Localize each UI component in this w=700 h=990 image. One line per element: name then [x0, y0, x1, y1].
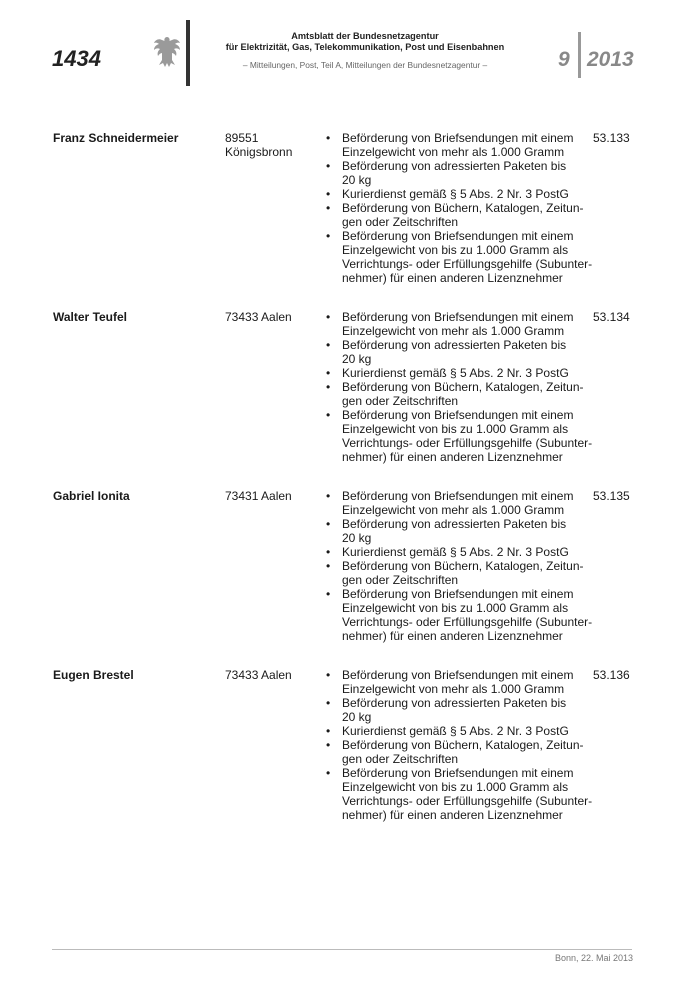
service-line: 20 kg [342, 710, 372, 724]
service-item [326, 489, 597, 517]
service-line: Einzelgewicht von bis zu 1.000 Gramm als [342, 780, 569, 794]
service-line: Beförderung von Briefsendungen mit einem [342, 489, 574, 503]
licensee-location [225, 131, 315, 159]
service-line: Beförderung von adressierten Paketen bis [342, 517, 567, 531]
service-list [0, 307, 597, 464]
service-item [326, 724, 597, 738]
service-item [326, 545, 597, 559]
service-line: Beförderung von Büchern, Katalogen, Zeitun- [342, 380, 584, 394]
service-line: Einzelgewicht von bis zu 1.000 Gramm als [342, 243, 569, 257]
bullet-icon: • [326, 668, 331, 682]
service-list [0, 486, 597, 643]
service-item [326, 587, 597, 643]
bullet-icon: • [326, 517, 331, 531]
service-line: Verrichtungs- oder Erfüllungsgehilfe (Subunter- [342, 257, 593, 271]
service-line: gen oder Zeitschriften [342, 394, 459, 408]
service-line: Kurierdienst gemäß § 5 Abs. 2 Nr. 3 PostG [342, 366, 569, 380]
service-line: Verrichtungs- oder Erfüllungsgehilfe (Subunter- [342, 794, 593, 808]
publication-section: – Mitteilungen, Post, Teil A, Mitteilungen der Bundesnetzagentur – [242, 60, 488, 70]
publication-title [205, 31, 525, 70]
service-item [326, 366, 597, 380]
service-line: Beförderung von Briefsendungen mit einem [342, 408, 574, 422]
issue-number: 9 [558, 48, 570, 71]
licensee-entry [0, 486, 700, 643]
service-item [326, 338, 597, 366]
service-line: Beförderung von Büchern, Katalogen, Zeitun- [342, 559, 584, 573]
bullet-icon: • [326, 201, 331, 215]
bullet-icon: • [326, 587, 331, 601]
licensee-name: Eugen Brestel [53, 668, 134, 682]
service-line: Kurierdienst gemäß § 5 Abs. 2 Nr. 3 PostG [342, 724, 569, 738]
licensee-name: Walter Teufel [53, 310, 128, 324]
registration-number: 53.134 [593, 310, 630, 324]
service-item [326, 229, 597, 285]
service-line: 20 kg [342, 352, 372, 366]
service-line: Beförderung von Büchern, Katalogen, Zeitun- [342, 738, 584, 752]
service-line: Einzelgewicht von mehr als 1.000 Gramm [342, 145, 565, 159]
licensee-location [225, 310, 315, 324]
licensee-list [0, 128, 700, 844]
bullet-icon: • [326, 131, 331, 145]
bullet-icon: • [326, 724, 331, 738]
bullet-icon: • [326, 489, 331, 503]
service-line: Verrichtungs- oder Erfüllungsgehilfe (Subunter- [342, 436, 593, 450]
registration-number: 53.135 [593, 489, 630, 503]
service-line: Einzelgewicht von mehr als 1.000 Gramm [342, 324, 565, 338]
location-line: 73431 Aalen [225, 489, 292, 503]
service-item [326, 310, 597, 338]
service-line: 20 kg [342, 173, 372, 187]
bullet-icon: • [326, 696, 331, 710]
service-item [326, 187, 597, 201]
service-line: Beförderung von Briefsendungen mit einem [342, 668, 574, 682]
bullet-icon: • [326, 159, 331, 173]
service-line: Beförderung von Briefsendungen mit einem [342, 229, 574, 243]
bullet-icon: • [326, 310, 331, 324]
service-line: Einzelgewicht von mehr als 1.000 Gramm [342, 503, 565, 517]
service-item [326, 559, 597, 587]
service-item [326, 517, 597, 545]
service-line: Beförderung von adressierten Paketen bis [342, 696, 567, 710]
service-line: Beförderung von Briefsendungen mit einem [342, 587, 574, 601]
service-item [326, 201, 597, 229]
location-line: Königsbronn [225, 145, 293, 159]
service-item [326, 408, 597, 464]
service-line: Kurierdienst gemäß § 5 Abs. 2 Nr. 3 PostG [342, 545, 569, 559]
service-line: Beförderung von Büchern, Katalogen, Zeitun- [342, 201, 584, 215]
service-line: Verrichtungs- oder Erfüllungsgehilfe (Subunter- [342, 615, 593, 629]
service-line: Beförderung von adressierten Paketen bis [342, 338, 567, 352]
service-line: gen oder Zeitschriften [342, 215, 459, 229]
registration-number: 53.136 [593, 668, 630, 682]
bullet-icon: • [326, 545, 331, 559]
registration-number: 53.133 [593, 131, 630, 145]
service-line: Beförderung von Briefsendungen mit einem [342, 310, 574, 324]
bullet-icon: • [326, 338, 331, 352]
service-line: Beförderung von Briefsendungen mit einem [342, 131, 574, 145]
issue-divider [578, 32, 581, 78]
licensee-name: Gabriel Ionita [53, 489, 130, 503]
service-line: Einzelgewicht von bis zu 1.000 Gramm als [342, 422, 569, 436]
service-item [326, 380, 597, 408]
publication-title-line2: für Elektrizität, Gas, Telekommunikation, Post und Eisenbahnen [225, 42, 505, 52]
location-line: 89551 [225, 131, 259, 145]
location-line: 73433 Aalen [225, 310, 292, 324]
service-item [326, 131, 597, 159]
bullet-icon: • [326, 366, 331, 380]
service-item [326, 668, 597, 696]
service-line: Kurierdienst gemäß § 5 Abs. 2 Nr. 3 PostG [342, 187, 569, 201]
issue-year: 2013 [587, 48, 634, 71]
footer-date: Bonn, 22. Mai 2013 [554, 953, 633, 963]
location-line: 73433 Aalen [225, 668, 292, 682]
bullet-icon: • [326, 559, 331, 573]
service-list [0, 665, 597, 822]
service-line: nehmer) für einen anderen Lizenznehmer [342, 629, 563, 643]
service-item [326, 159, 597, 187]
licensee-entry [0, 128, 700, 285]
page-number: 1434 [52, 46, 101, 71]
publication-title-line1: Amtsblatt der Bundesnetzagentur [291, 31, 439, 41]
service-line: Einzelgewicht von mehr als 1.000 Gramm [342, 682, 565, 696]
bullet-icon: • [326, 738, 331, 752]
service-item [326, 738, 597, 766]
service-line: nehmer) für einen anderen Lizenznehmer [342, 450, 563, 464]
bullet-icon: • [326, 380, 331, 394]
licensee-name: Franz Schneidermeier [53, 131, 179, 145]
service-line: gen oder Zeitschriften [342, 752, 459, 766]
service-line: gen oder Zeitschriften [342, 573, 459, 587]
bullet-icon: • [326, 408, 331, 422]
bullet-icon: • [326, 766, 331, 780]
licensee-location [225, 489, 315, 503]
service-line: 20 kg [342, 531, 372, 545]
service-line: Einzelgewicht von bis zu 1.000 Gramm als [342, 601, 569, 615]
service-item [326, 696, 597, 724]
licensee-location [225, 668, 315, 682]
licensee-entry [0, 307, 700, 464]
service-line: nehmer) für einen anderen Lizenznehmer [342, 808, 563, 822]
service-line: nehmer) für einen anderen Lizenznehmer [342, 271, 563, 285]
federal-eagle-icon [152, 34, 182, 68]
footer-rule [52, 949, 632, 950]
service-line: Beförderung von adressierten Paketen bis [342, 159, 567, 173]
bullet-icon: • [326, 229, 331, 243]
header-divider [186, 20, 190, 86]
service-line: Beförderung von Briefsendungen mit einem [342, 766, 574, 780]
service-item [326, 766, 597, 822]
bullet-icon: • [326, 187, 331, 201]
licensee-entry [0, 665, 700, 822]
